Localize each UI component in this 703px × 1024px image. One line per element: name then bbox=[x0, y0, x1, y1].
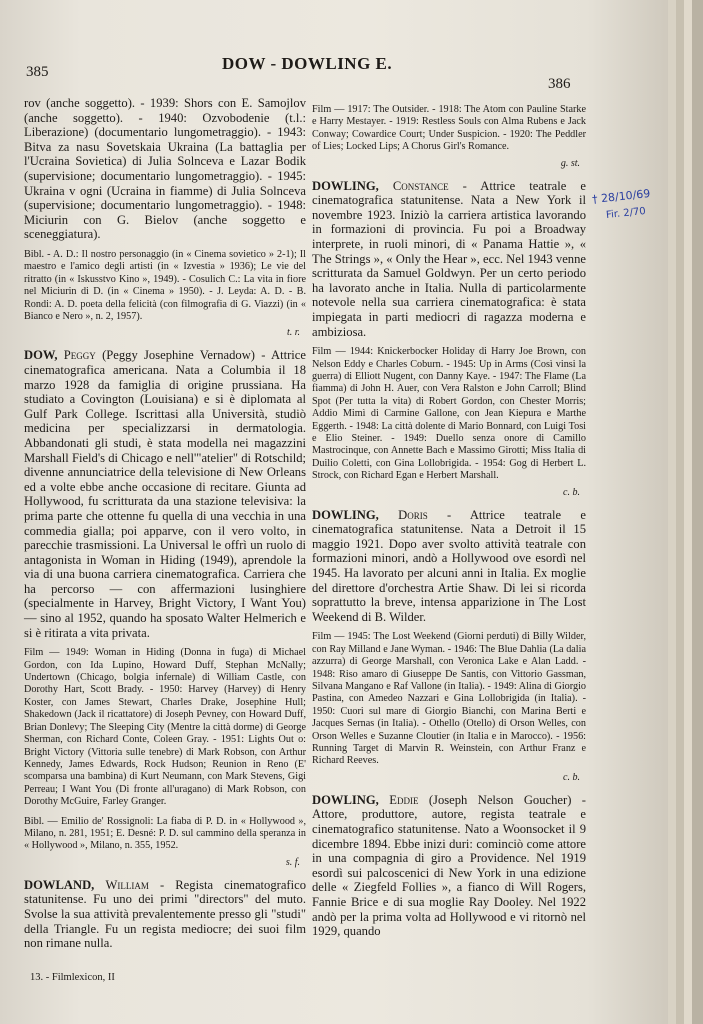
entry-doris-dowling bbox=[312, 508, 586, 625]
fragment-signature: t. r. bbox=[286, 327, 300, 339]
right-page-number: 386 bbox=[548, 76, 571, 92]
right-column bbox=[312, 104, 586, 946]
entry-given-name: Eddie bbox=[389, 792, 419, 807]
peggy-bibliography: Bibl. — Emilio de' Rossignoli: La fiaba di P. D. in « Hollywood », Milano, n. 281, 1951; E. Desné: P. D. sul cammino della speranza in « Hollywood », Milano, n. 355, 1952. bbox=[24, 815, 306, 852]
doris-filmography: Film — 1945: The Lost Weekend (Giorni perduti) di Billy Wilder, con Ray Milland e Jane Wyman. - 1946: The Blue Dahlia (La dalia azzurra) di George Marshall, con Veronica Lake e Alan Ladd. - 1948: Riso amaro di Giuseppe De Santis, con Vittorio Gassman, Silvana Mangano e Raf Vallone (in Italia). - 1949: Alina di Giorgio Pastina, con Amedeo Nazzari e Gina Lollobrigida (in Italia). - 1950: Cuori sul mare di Giorgio Bianchi, con Marina Berti e Jacques Sernas (in Italia). - Othello (Otello) di Orson Welles, con Orson Welles e Suzanne Cloutier (in Italia e in Marocco). - 1956: Running Target di Marvin R. Weinstein, con Arthur Franz e Richard Reeves. bbox=[312, 631, 586, 767]
page-edge bbox=[684, 0, 692, 1024]
entry-text: (Peggy Josephine Vernadow) - Attrice cinematografica americana. Nata a Columbia il 18 marzo 1928 da famiglia di origine prussiana. Ha studiato a Covington (Louisiana) e si è diplomata al Gulf Park College. Iscrittasi alla Università, studiò medicina per specializzarsi in dermatologia. Abbandonati gli studi, è stata modella nei magazzini Marshall Field's di Chicago e nell'"atelier" di Rotschild; divenne annunciatrice della televisione di New Orleans ed a volte ebbe anche occasione di recitare. Giunta ad Hollywood, fu scritturata da una stazione televisiva: la prima parte che ottenne fu quella di una vecchia in una commedia gialla; poi apparve, con il vero volto, in parecchie trasmissioni. La Universal le offrì un ruolo di antagonista in Woman in Hiding (1949), aprendole la via di una buona carriera cinematografica. Carriera che ha percorso — con affermazioni lusinghiere (specialmente in Harvey, Bright Victory, I Want You) — sino al 1952, quando ha sposato Walter Helmerich e si è ritirata a vita privata. bbox=[24, 348, 306, 640]
entry-text: - Regista cinematografico statunitense. Fu uno dei primi "directors" del muto. Svolse la sua attività prevalentemente presso gli "studi" della Triangle. Fu un regista mediocre; dei suoi film non rimane nulla. bbox=[24, 877, 306, 951]
left-page-number: 385 bbox=[26, 64, 49, 80]
entry-given-name: Doris bbox=[398, 507, 428, 522]
page-edge bbox=[692, 0, 703, 1024]
left-column bbox=[24, 96, 306, 958]
annotation-line-1: † 28/10/69 bbox=[591, 186, 651, 207]
entry-peggy-dow bbox=[24, 348, 306, 640]
page-edge bbox=[676, 0, 684, 1024]
entry-surname: DOWLING, bbox=[312, 178, 379, 193]
page-edge bbox=[668, 0, 676, 1024]
entry-constance-dowling bbox=[312, 179, 586, 340]
entry-text: - Attrice teatrale e cinematografica statunitense. Nata a New York il novembre 1923. Iniziò la carriera artistica lavorando in formazioni di provincia. Fu poi a Broadway interprete, in ruoli minori, di « Panama Hattie », « The Strings », « Only the Hear », ecc. Nel 1943 venne scritturata da Samuel Goldwyn. Per un certo periodo ha lavorato anche in Italia. Nulla di particolarmente notevole nella sua carriera cinematografica: è stata impiegata in parti mediocri di ragazza moderna e ambiziosa. bbox=[312, 178, 586, 339]
entry-given-name: Peggy bbox=[63, 348, 96, 363]
top-signature: g. st. bbox=[560, 157, 580, 169]
fragment-filmography: rov (anche soggetto). - 1939: Shors con E. Samojlov (anche soggetto). - 1940: Ozvobodenie (t.l.: Liberazione) (documentario lungometraggio). - 1943: Bitva za nasu Sovetskaia Ukraina (La battaglia per l'Ucraina Sovietica) di Julia Solnceva e Lazar Bodik (supervisione; documentario lungometraggio). - 1945: Ukraina v ogni (Ucraina in fiamme) di Julia Solnceva (supervisione; documentario lungometraggio). - 1948: Miciurin con G. Bielov (anche soggetto e sceneggiatura). bbox=[24, 96, 306, 242]
doris-signature: c. b. bbox=[563, 771, 580, 783]
entry-text: - Attrice teatrale e cinematografica statunitense. Nata a Detroit il 15 maggio 1921. Dopo aver svolto attività teatrale con formazioni minori, andò a Hollywood ove esordì nel 1945. Ha lavorato per alcuni anni in Italia. Ex moglie del direttore d'orchestra Artie Shaw. Di lei si ricorda soprattutto la breve, intensa apparizione in The Lost Weekend di B. Wilder. bbox=[312, 507, 586, 624]
entry-surname: DOWLAND, bbox=[24, 877, 95, 892]
entry-text: (Joseph Nelson Goucher) - Attore, produttore, autore, regista teatrale e cinematografico statunitense. Nato a Woonsocket il 9 dicembre 1894. Ebbe inizi duri: cominciò come attore in una compagnia di giro a Providence. Nel 1919 esordì sui palcoscenici di New York in una edizione delle « Ziegfeld Follies », a fianco di Will Rogers, Fannie Brice e di sua moglie Ray Dooley. Nel 1922 andò per la prima volta ad Hollywood e vi ritornò nel 1929, quando bbox=[312, 792, 586, 939]
fragment-bibliography: Bibl. - A. D.: Il nostro personaggio (in « Cinema sovietico » 2-1); Il maestro e l'amico degli artisti (in « Izvestia » 1936); Le vie del ritratto (in « Iskusstvo Kino », 1949). - Cosulich C.: La vita in fiore nel Miciurin di D. (in « Cinema » 1950). - J. Leyda: A. D. - B. Rondi: A. D. poeta della felicità (con filmografia di G. Viazzi) (in « Bianco e Nero », n. 2, 1957). bbox=[24, 248, 306, 322]
entry-surname: DOW, bbox=[24, 348, 58, 363]
peggy-filmography: Film — 1949: Woman in Hiding (Donna in fuga) di Michael Gordon, con Ida Lupino, Howard Duff, Stephan McNally; Undertown (Chicago, bolgia infernale) di William Castle, con Dorothy Hart, Scott Brady. - 1950: Harvey (Harvey) di Henry Koster, con James Stewart, Charles Drake, Josephine Hull; Shakedown (Jack il ricattatore) di Joseph Pevney, con Howard Duff, Brian Donlevy; The Sleeping City (Mentre la città dorme) di George Sherman, con Richard Conte, Coleen Gray. - 1951: Lights Out o: Bright Victory (Vittoria sulle tenebre) di Mark Robson, con Arthur Kennedy, James Edwards, Rock Hudson; Reunion in Reno (E' scomparsa una bambina) di Kurt Neumann, con Mark Stevens, Gigi Perreau; I Want You (Di fronte all'uragano) di Mark Robson, con Dorothy McGuire, Farley Granger. bbox=[24, 647, 306, 808]
entry-given-name: William bbox=[105, 877, 149, 892]
entry-given-name: Constance bbox=[392, 178, 449, 193]
annotation-line-2: Fir. 2/70 bbox=[605, 205, 647, 222]
page-footer: 13. - Filmlexicon, II bbox=[30, 972, 115, 983]
entry-surname: DOWLING, bbox=[312, 507, 379, 522]
constance-signature: c. b. bbox=[563, 486, 580, 498]
entry-surname: DOWLING, bbox=[312, 792, 379, 807]
running-head: DOW - DOWLING E. bbox=[222, 54, 393, 73]
constance-filmography: Film — 1944: Knickerbocker Holiday di Harry Joe Brown, con Nelson Eddy e Charles Coburn. - 1945: Up in Arms (Così vinsi la guerra) di Elliott Nugent, con Danny Kaye. - 1947: The Flame (La fiamma) di John H. Auer, con Vera Ralston e John Carroll; Blind Spot (Per tutta la vita) di Robert Gordon, con Chester Morris; Addio Mimì di Carmine Gallone, con Jean Kiepura e Marthe Eggerth. - 1948: La città dolente di Mario Bonnard, con Luigi Tosi e Elio Steiner. - 1949: Duello senza onore di Camillo Mastrocinque, con Annette Bach e Massimo Girotti; Miss Italia di Duilio Coletti, con Gina Lollobrigida. - 1954: Gog di Herbert L. Strock, con Richard Egan e Herbert Marshall. bbox=[312, 346, 586, 482]
entry-eddie-dowling bbox=[312, 793, 586, 939]
peggy-signature: s. f. bbox=[285, 856, 300, 868]
handwritten-annotation bbox=[591, 186, 656, 252]
top-filmography: Film — 1917: The Outsider. - 1918: The Atom con Pauline Starke e Harry Mestayer. - 1919: Restless Souls con Alma Rubens e Jack Conway; Cowardice Court; Under Suspicion. - 1920: The Peddler of Lies; Locked Lips; A Chorus Girl's Romance. bbox=[312, 104, 586, 153]
entry-william-dowland bbox=[24, 878, 306, 951]
